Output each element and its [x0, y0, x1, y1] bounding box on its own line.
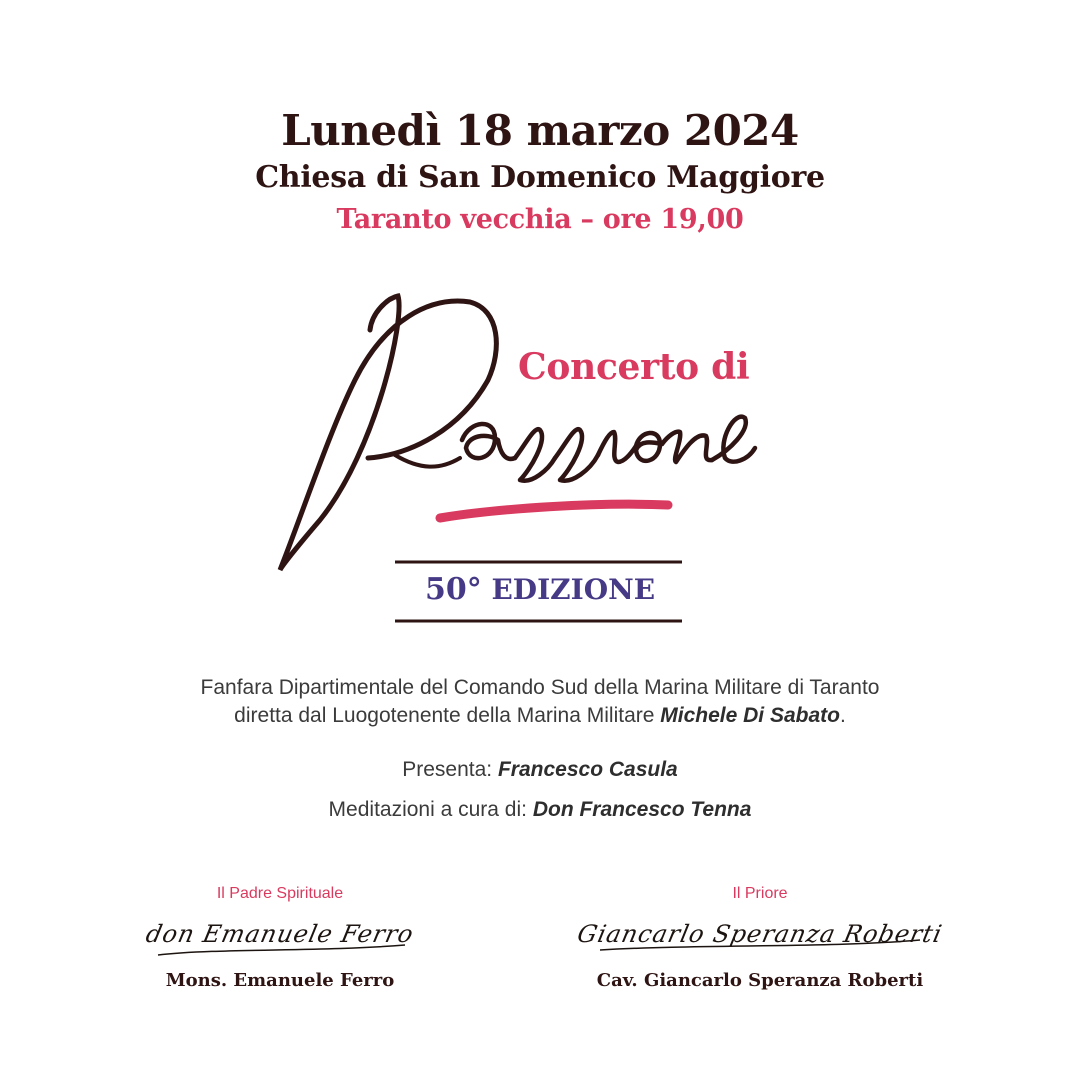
edition-word: EDIZIONE	[491, 573, 656, 606]
right-handwritten-signature: Giancarlo Speranza Roberti	[574, 920, 946, 948]
pink-underline	[440, 504, 668, 518]
script-word-stroke	[462, 417, 755, 481]
event-date: Lunedì 18 marzo 2024	[281, 106, 799, 155]
edition-number: 50°	[424, 572, 482, 607]
concerto-di-label: Concerto di	[518, 346, 750, 388]
meditations-prefix: Meditazioni a cura di:	[328, 798, 533, 821]
meditations-line	[0, 798, 1080, 822]
right-signature-role: Il Priore	[732, 885, 788, 902]
left-handwritten-signature: don Emanuele Ferro	[143, 920, 417, 948]
fanfara-line: Fanfara Dipartimentale del Comando Sud della Marina Militare di Taranto	[200, 676, 880, 699]
left-signatory-name: Mons. Emanuele Ferro	[165, 970, 395, 991]
director-line	[0, 704, 1080, 728]
director-name: Michele Di Sabato	[660, 704, 840, 727]
presenter-line	[0, 758, 1080, 782]
director-suffix: .	[839, 704, 846, 727]
meditations-name: Don Francesco Tenna	[532, 798, 752, 821]
event-venue: Chiesa di San Domenico Maggiore	[255, 160, 825, 195]
director-prefix: diretta dal Luogotenente della Marina Militare	[234, 704, 661, 727]
event-place-time: Taranto vecchia – ore 19,00	[336, 204, 744, 235]
presenter-prefix: Presenta:	[402, 758, 498, 781]
left-signature-role: Il Padre Spirituale	[216, 885, 344, 902]
edition-label	[0, 572, 1080, 607]
presenter-name: Francesco Casula	[497, 758, 678, 781]
right-signatory-name: Cav. Giancarlo Speranza Roberti	[596, 970, 924, 991]
